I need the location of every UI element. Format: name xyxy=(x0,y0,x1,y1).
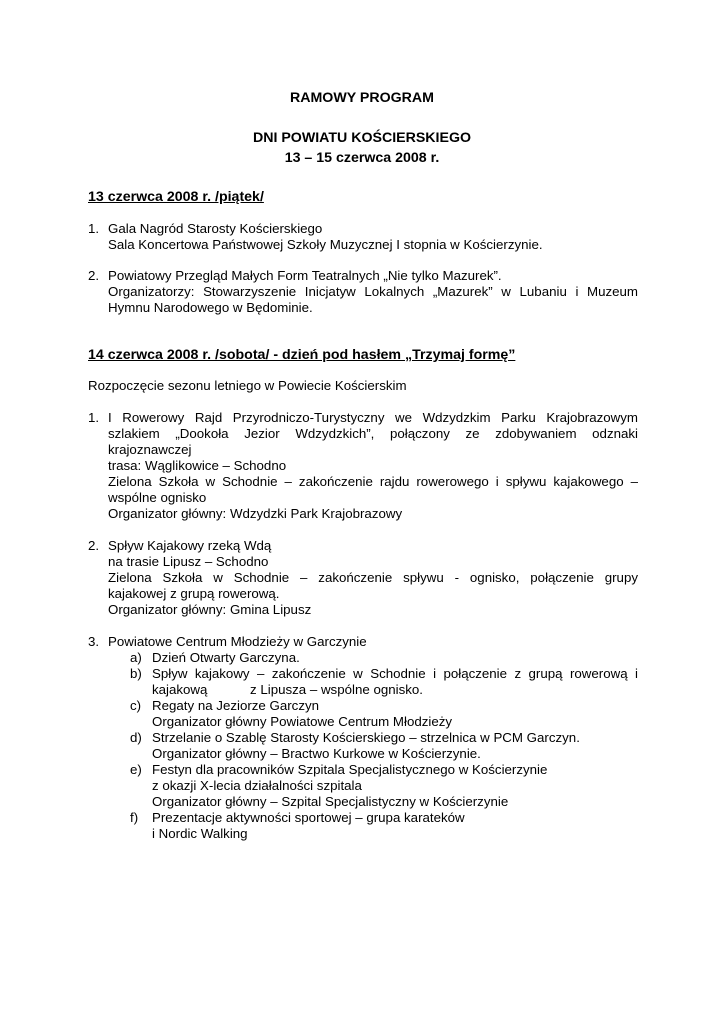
day2-item2-line: Organizator główny: Gmina Lipusz xyxy=(108,602,312,617)
subitem-letter: a) xyxy=(130,650,142,665)
day1-item2-line: Organizatorzy: Stowarzyszenie Inicjatyw Lokalnych „Mazurek” w Lubaniu i Muzeum xyxy=(108,284,638,299)
day2-item1-line: Zielona Szkoła w Schodnie – zakończenie rajdu rowerowego i spływu kajakowego – xyxy=(108,474,638,489)
subitem-line: Dzień Otwarty Garczyna. xyxy=(152,650,300,665)
day2-item1-line: wspólne ognisko xyxy=(108,490,207,505)
subitem-line: Spływ kajakowy – zakończenie w Schodnie i połączenie z grupą rowerową i xyxy=(152,666,638,681)
subitem-letter: b) xyxy=(130,666,142,681)
subitem-line: kajakową xyxy=(152,682,208,697)
subitem-letter: d) xyxy=(130,730,142,745)
day1-item2-line: Powiatowy Przegląd Małych Form Teatralnych „Nie tylko Mazurek”. xyxy=(108,268,502,283)
day2-item2-line: Zielona Szkoła w Schodnie – zakończenie spływu - ognisko, połączenie grupy xyxy=(108,570,638,585)
day1-item2-number: 2. xyxy=(88,268,100,283)
subitem-line: Organizator główny Powiatowe Centrum Młodzieży xyxy=(152,714,453,729)
subitem-line: Strzelanie o Szablę Starosty Kościerskiego – strzelnica w PCM Garczyn. xyxy=(152,730,580,745)
subitem-letter: c) xyxy=(130,698,142,713)
day1-item1-line: Sala Koncertowa Państwowej Szkoły Muzycznej I stopnia w Kościerzynie. xyxy=(108,237,543,252)
subitem-letter: f) xyxy=(130,810,139,825)
day2-intro: Rozpoczęcie sezonu letniego w Powiecie Kościerskim xyxy=(88,378,407,393)
subitem-line: Organizator główny – Bractwo Kurkowe w Kościerzynie. xyxy=(152,746,481,761)
subitem-line: Festyn dla pracowników Szpitala Specjalistycznego w Kościerzynie xyxy=(152,762,548,777)
day2-item1-number: 1. xyxy=(88,410,100,425)
subitem-line: Regaty na Jeziorze Garczyn xyxy=(152,698,320,713)
day2-item2-line: Spływ Kajakowy rzeką Wdą xyxy=(108,538,272,553)
subitem-line: z okazji X-lecia działalności szpitala xyxy=(152,778,362,793)
document-subtitle: DNI POWIATU KOŚCIERSKIEGO xyxy=(252,130,472,146)
day2-item2-line: kajakowej z grupą rowerową. xyxy=(108,586,280,601)
day2-item3-line: Powiatowe Centrum Młodzieży w Garczynie xyxy=(108,634,367,649)
day1-item2-line: Hymnu Narodowego w Będominie. xyxy=(108,300,313,315)
day2-heading: 14 czerwca 2008 r. /sobota/ - dzień pod hasłem „Trzymaj formę” xyxy=(88,347,516,363)
subitem-line: Prezentacje aktywności sportowej – grupa karateków xyxy=(152,810,465,825)
subitem-line: Organizator główny – Szpital Specjalistyczny w Kościerzynie xyxy=(152,794,509,809)
day1-item1-line: Gala Nagród Starosty Kościerskiego xyxy=(108,221,323,236)
day2-item1-line: Organizator główny: Wdzydzki Park Krajobrazowy xyxy=(108,506,403,521)
day2-item2-number: 2. xyxy=(88,538,100,553)
day2-item2-line: na trasie Lipusz – Schodno xyxy=(108,554,269,569)
day2-item1-line: szlakiem „Dookoła Jezior Wdzydzkich”, połączony ze zdobywaniem odznaki xyxy=(108,426,638,441)
day2-item1-line: I Rowerowy Rajd Przyrodniczo-Turystyczny we Wdzydzkim Parku Krajobrazowym xyxy=(108,410,638,425)
day1-item1-number: 1. xyxy=(88,221,100,236)
day1-heading: 13 czerwca 2008 r. /piątek/ xyxy=(88,189,264,205)
day2-item3-number: 3. xyxy=(88,634,100,649)
event-dates: 13 – 15 czerwca 2008 r. xyxy=(284,150,440,166)
subitem-line: i Nordic Walking xyxy=(152,826,248,841)
subitem-letter: e) xyxy=(130,762,142,777)
subitem-line: z Lipusza – wspólne ognisko. xyxy=(250,682,423,697)
document-title: RAMOWY PROGRAM xyxy=(290,90,434,106)
day2-item1-line: trasa: Wąglikowice – Schodno xyxy=(108,458,287,473)
day2-item1-line: krajoznawczej xyxy=(108,442,192,457)
